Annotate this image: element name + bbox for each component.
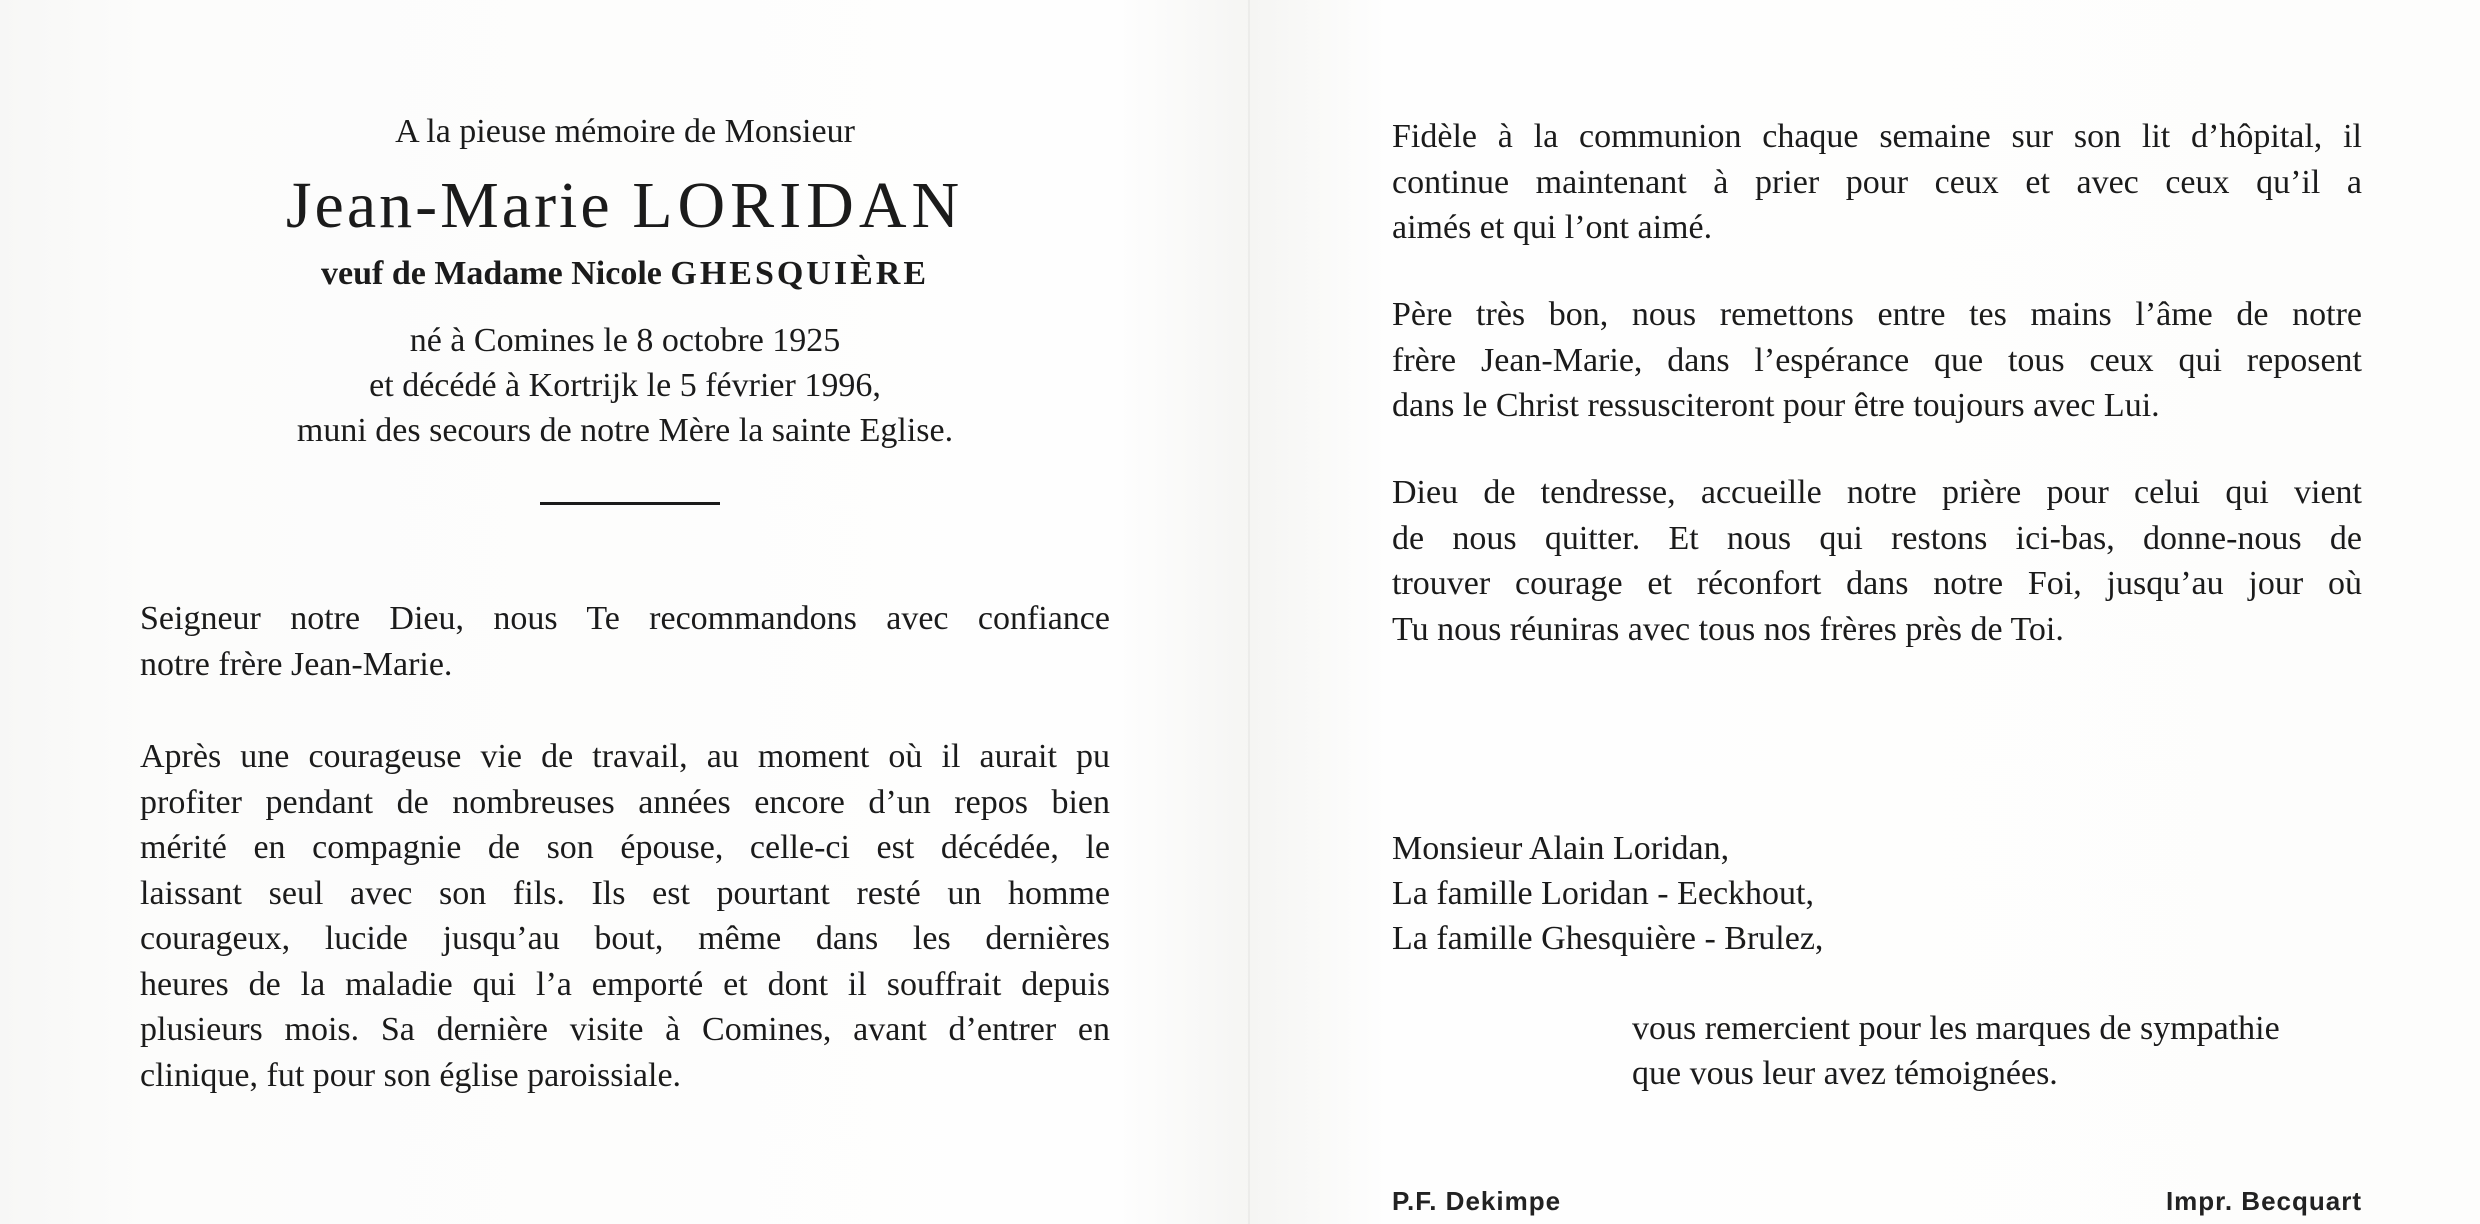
text-line: notre frère Jean-Marie.: [140, 645, 453, 683]
widow-line: [140, 252, 1110, 296]
deceased-name: [140, 166, 1110, 246]
widow-prefix: veuf de Madame Nicole: [321, 255, 662, 292]
text-line: continue maintenant à prier pour ceux et avec ceux qu’il a: [1392, 163, 2362, 201]
communion-paragraph: [1392, 114, 2362, 251]
deceased-first-name: Jean-Marie: [285, 169, 613, 242]
death-line: et décédé à Kortrijk le 5 février 1996,: [369, 367, 881, 404]
tenderness-prayer-paragraph: [1392, 470, 2362, 652]
birth-death-dates: [140, 318, 1110, 453]
family-member: La famille Loridan - Eeckhout,: [1392, 875, 1814, 912]
text-line: Père très bon, nous remettons entre tes mains l’âme de notre: [1392, 296, 2362, 333]
text-line: vous remercient pour les marques de sympathie: [1632, 1010, 2280, 1047]
text-line: trouver courage et réconfort dans notre Foi, jusqu’au jour où: [1392, 565, 2362, 602]
text-line: heures de la maladie qui l’a emporté et dont il souffrait depuis: [140, 965, 1110, 1003]
birth-line: né à Comines le 8 octobre 1925: [409, 322, 841, 359]
thanks-text: [1632, 1006, 2362, 1096]
text-line: laissant seul avec son fils. Ils est pourtant resté un homme: [140, 874, 1110, 912]
text-line: de nous quitter. Et nous qui restons ici-bas, donne-nous de: [1392, 519, 2362, 557]
left-page: [140, 0, 1110, 1224]
opening-prayer: [140, 596, 1110, 687]
widow-surname: GHESQUIÈRE: [670, 255, 929, 292]
text-line: mérité en compagnie de son épouse, celle-ci est décédée, le: [140, 829, 1110, 866]
text-line: que vous leur avez témoignées.: [1632, 1055, 2058, 1092]
text-line: aimés et qui l’ont aimé.: [1392, 209, 1713, 246]
printer-credit: Impr. Becquart: [2165, 1186, 2362, 1216]
undertaker-credit: P.F. Dekimpe: [1392, 1186, 1562, 1216]
deceased-surname: LORIDAN: [632, 169, 965, 242]
text-line: Fidèle à la communion chaque semaine sur son lit d’hôpital, il: [1392, 118, 2362, 155]
separator-rule: [540, 502, 720, 505]
right-page: [1392, 0, 2362, 1224]
family-list: [1392, 826, 2362, 961]
text-line: dans le Christ ressusciteront pour être toujours avec Lui.: [1392, 387, 2160, 424]
sacraments-line: muni des secours de notre Mère la sainte Eglise.: [296, 412, 954, 449]
text-line: Après une courageuse vie de travail, au moment où il aurait pu: [140, 738, 1110, 775]
text-line: profiter pendant de nombreuses années encore d’un repos bien: [140, 783, 1110, 821]
text-line: Tu nous réuniras avec tous nos frères près de Toi.: [1392, 610, 2064, 648]
father-prayer-paragraph: [1392, 292, 2362, 429]
text-line: frère Jean-Marie, dans l’espérance que tous ceux qui reposent: [1392, 341, 2362, 379]
text-line: clinique, fut pour son église paroissiale.: [140, 1056, 682, 1094]
text-line: courageux, lucide jusqu’au bout, même dans les dernières: [140, 920, 1110, 957]
text-line: Seigneur notre Dieu, nous Te recommandons avec confiance: [140, 600, 1110, 637]
life-paragraph: [140, 734, 1110, 1098]
card-fold: [1248, 0, 1250, 1224]
text-line: Dieu de tendresse, accueille notre prière pour celui qui vient: [1392, 474, 2362, 511]
family-member: La famille Ghesquière - Brulez,: [1392, 920, 1824, 957]
intro-line: A la pieuse mémoire de Monsieur: [395, 113, 855, 150]
text-line: plusieurs mois. Sa dernière visite à Comines, avant d’entrer en: [140, 1011, 1110, 1048]
family-member: Monsieur Alain Loridan,: [1392, 830, 1730, 867]
